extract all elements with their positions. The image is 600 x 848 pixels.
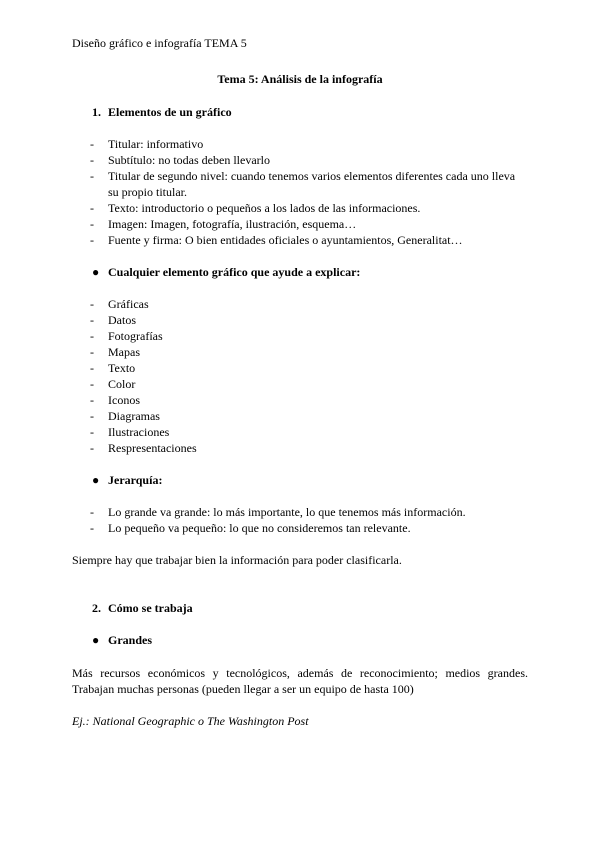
list-item: - Lo grande va grande: lo más importante, lo que tenemos más información. — [90, 505, 466, 519]
bullet-title: Cualquier elemento gráfico que ayude a explicar: — [108, 265, 361, 279]
list-item: - Iconos — [90, 393, 140, 407]
list-item: - Titular: informativo — [90, 137, 204, 151]
bullet-dot-icon: ● — [92, 473, 100, 487]
graphic-elements-list — [0, 296, 600, 456]
bullet-dot-icon: ● — [92, 265, 100, 279]
list-item: - Imagen: Imagen, fotografía, ilustración, esquema… — [90, 217, 357, 231]
bullet-dot-icon: ● — [92, 633, 100, 647]
list-item: - Ilustraciones — [90, 425, 170, 439]
bullet-title: Grandes — [108, 633, 153, 647]
section-title: Cómo se trabaja — [108, 601, 193, 615]
page-header: Diseño gráfico e infografía TEMA 5 — [72, 36, 247, 50]
list-item: - Subtítulo: no todas deben llevarlo — [90, 153, 270, 167]
list-item: - Fotografías — [90, 329, 163, 343]
list-item: - Gráficas — [90, 297, 149, 311]
list-item: - Mapas — [90, 345, 140, 359]
list-item: - Datos — [90, 313, 136, 327]
list-item: - Texto: introductorio o pequeños a los lados de las informaciones. — [90, 201, 421, 215]
list-item: - Texto — [90, 361, 136, 375]
list-item: - Diagramas — [90, 409, 160, 423]
list-item: - Respresentaciones — [90, 441, 197, 455]
hierarchy-list — [0, 504, 600, 536]
example-text: Ej.: National Geographic o The Washington Post — [72, 714, 309, 728]
elements-list — [0, 136, 600, 248]
list-item: - Titular de segundo nivel: cuando tenemos varios elementos diferentes cada uno lleva su propio titular. — [90, 169, 516, 199]
document-title: Tema 5: Análisis de la infografía — [217, 72, 383, 86]
list-item: - Lo pequeño va pequeño: lo que no consideremos tan relevante. — [90, 521, 411, 535]
bullet-title: Jerarquía: — [108, 473, 163, 487]
section-number: 1. — [92, 105, 101, 119]
paragraph-clasificar: Siempre hay que trabajar bien la información para poder clasificarla. — [72, 553, 402, 567]
list-item: - Fuente y firma: O bien entidades oficiales o ayuntamientos, Generalitat… — [90, 233, 463, 247]
list-item: - Color — [90, 377, 136, 391]
paragraph-grandes: Más recursos económicos y tecnológicos, además de reconocimiento; medios grandes. Trabajan muchas personas (pueden llegar a ser un equipo de hasta 100) — [72, 666, 528, 696]
section-number: 2. — [92, 601, 101, 615]
section-title: Elementos de un gráfico — [108, 105, 232, 119]
